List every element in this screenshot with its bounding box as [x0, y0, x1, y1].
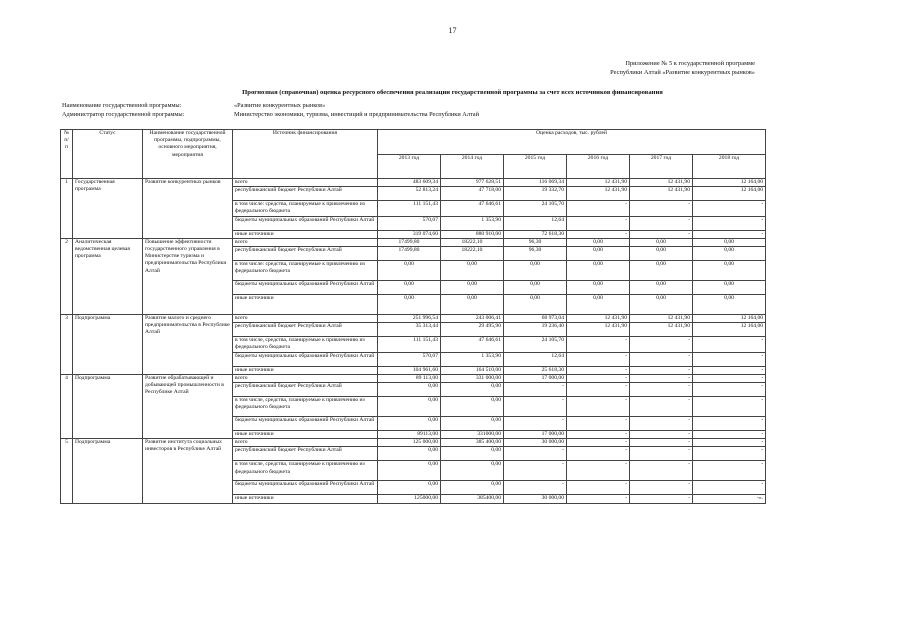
cell-value: 331000,00: [441, 431, 504, 439]
cell-value: 12 164,00: [693, 315, 766, 323]
cell-value: -: [693, 481, 766, 495]
cell-source: бюджеты муниципальных образований Республики Алтай: [233, 281, 378, 295]
cell-source: в том числе, средства, планируемые к привлечению из федерального бюджета: [233, 397, 378, 417]
cell-value: -: [567, 337, 630, 352]
cell-value: -: [693, 201, 766, 216]
cell-value: 24 105,70: [504, 337, 567, 352]
cell-value: 0,00: [441, 417, 504, 431]
cell-value: -: [693, 366, 766, 374]
program-name-label: Наименование государственной программы:: [62, 102, 182, 109]
cell-value: -: [630, 417, 693, 431]
cell-source: бюджеты муниципальных образований Республики Алтай: [233, 216, 378, 230]
cell-status: Подпрограмма: [73, 439, 143, 503]
cell-source: в том числе: средства, планируемые к привлечению из федерального бюджета: [233, 261, 378, 281]
cell-status: Подпрограмма: [73, 374, 143, 438]
cell-source: бюджеты муниципальных образований Республики Алтай: [233, 417, 378, 431]
cell-value: 0,00: [441, 383, 504, 397]
cell-value: -: [567, 447, 630, 461]
program-admin-value: Министерство экономики, туризма, инвестиций и предпринимательства Республики Алтай: [234, 111, 479, 118]
cell-value: 30 000,00: [504, 439, 567, 447]
cell-value: 89 113,00: [378, 374, 441, 382]
cell-value: -: [504, 461, 567, 481]
cell-value: 12 431,90: [567, 315, 630, 323]
cell-status: Аналитическая ведомственная целевая программа: [73, 238, 143, 314]
cell-source: республиканский бюджет Республики Алтай: [233, 187, 378, 201]
page-number: 17: [448, 26, 457, 35]
cell-source: всего: [233, 238, 378, 246]
cell-value: -: [504, 397, 567, 417]
table-row: [61, 315, 766, 323]
program-admin-line: [62, 111, 479, 118]
cell-value: 331 000,00: [441, 374, 504, 382]
cell-value: 12 164,00: [693, 323, 766, 337]
cell-value: 72 618,30: [504, 230, 567, 238]
cell-value: 104 961,60: [378, 366, 441, 374]
cell-value: -: [693, 397, 766, 417]
cell-value: 96,30: [504, 238, 567, 246]
cell-value: 125000,00: [378, 495, 441, 503]
cell-value: 12 431,90: [630, 315, 693, 323]
cell-value: 30 000,00: [504, 495, 567, 503]
cell-value: 0,00: [378, 417, 441, 431]
cell-value: 0,00: [378, 295, 441, 315]
cell-source: всего: [233, 179, 378, 187]
cell-value: 0,00: [378, 281, 441, 295]
cell-value: 89113,00: [378, 431, 441, 439]
cell-value: 47 718,00: [441, 187, 504, 201]
cell-value: -: [630, 447, 693, 461]
cell-value: 35 313,44: [378, 323, 441, 337]
cell-value: 12,64: [504, 352, 567, 366]
cell-value: 0,00: [441, 447, 504, 461]
cell-value: 0,00: [378, 383, 441, 397]
appendix-note: [610, 59, 755, 77]
cell-source: республиканский бюджет Республики Алтай: [233, 383, 378, 397]
cell-value: 0,00: [567, 247, 630, 261]
cell-value: -: [630, 481, 693, 495]
cell-value: -: [504, 447, 567, 461]
cell-value: 19 332,70: [504, 187, 567, 201]
cell-value: 12 431,90: [630, 323, 693, 337]
cell-value: 47 646,61: [441, 337, 504, 352]
cell-value: -: [630, 431, 693, 439]
cell-value: 0,00: [693, 247, 766, 261]
cell-value: -: [630, 461, 693, 481]
cell-value: -: [693, 352, 766, 366]
cell-value: 111 151,43: [378, 337, 441, 352]
header-year: 2013 год: [378, 154, 441, 179]
cell-value: 483 609,34: [378, 179, 441, 187]
cell-value: 12 431,90: [567, 323, 630, 337]
cell-source: иные источники: [233, 230, 378, 238]
cell-value: 385 400,00: [441, 439, 504, 447]
header-source: Источник финансирования: [233, 130, 378, 179]
cell-value: -: [567, 431, 630, 439]
cell-value: 0,00: [441, 295, 504, 315]
cell-value: 19 236,40: [504, 323, 567, 337]
budget-table: [60, 129, 766, 504]
cell-source: республиканский бюджет Республики Алтай: [233, 447, 378, 461]
cell-value: 17499,80: [378, 247, 441, 261]
cell-value: 17499,80: [378, 238, 441, 246]
cell-value: -: [693, 439, 766, 447]
cell-value: 0,00: [441, 261, 504, 281]
cell-value: -: [504, 417, 567, 431]
cell-source: иные источники: [233, 366, 378, 374]
cell-value: -: [567, 495, 630, 503]
cell-value: 0,00: [378, 461, 441, 481]
cell-value: -: [693, 383, 766, 397]
table-row: [61, 439, 766, 447]
cell-no: 5: [61, 439, 73, 503]
program-name-value: «Развитие конкурентных рынков»: [234, 102, 326, 109]
cell-name: Развитие конкурентных рынков: [143, 179, 233, 239]
cell-value: 12 164,00: [693, 179, 766, 187]
cell-value: 0,00: [441, 397, 504, 417]
cell-value: 18222,10: [441, 247, 504, 261]
cell-value: -: [693, 431, 766, 439]
cell-value: -: [567, 374, 630, 382]
cell-source: в том числе, средства, планируемые к привлечению из федерального бюджета: [233, 337, 378, 352]
cell-value: 0,00: [693, 238, 766, 246]
cell-status: Государственная программа: [73, 179, 143, 239]
cell-value: -: [630, 337, 693, 352]
cell-source: в том числе, средства, планируемые к привлечению из федерального бюджета: [233, 461, 378, 481]
cell-value: -: [693, 461, 766, 481]
cell-value: -: [630, 439, 693, 447]
cell-source: бюджеты муниципальных образований Республики Алтай: [233, 481, 378, 495]
cell-value: -: [630, 230, 693, 238]
cell-value: -: [693, 230, 766, 238]
cell-value: 0,00: [441, 481, 504, 495]
cell-source: республиканский бюджет Республики Алтай: [233, 323, 378, 337]
cell-name: Развитие малого и среднего предпринимательства в Республике Алтай: [143, 315, 233, 375]
cell-value: 0,00: [567, 281, 630, 295]
table-body: [61, 179, 766, 504]
header-no: № п/п: [61, 130, 73, 179]
cell-source: всего: [233, 439, 378, 447]
cell-value: 12 431,90: [567, 187, 630, 201]
cell-value: 12 164,00: [693, 187, 766, 201]
cell-value: 12 431,90: [567, 179, 630, 187]
program-name-line: [62, 102, 325, 109]
cell-value: -: [567, 461, 630, 481]
cell-source: иные источники: [233, 295, 378, 315]
header-name: Наименование государственной программы, подпрограммы, основного мероприятия, мероприятия: [143, 130, 233, 179]
cell-value: 125 000,00: [378, 439, 441, 447]
cell-source: в том числе: средства, планируемые к привлечению из федерального бюджета: [233, 201, 378, 216]
cell-value: 1 353,90: [441, 352, 504, 366]
table-row: [61, 179, 766, 187]
cell-value: -».: [693, 495, 766, 503]
cell-value: -: [630, 374, 693, 382]
cell-value: -: [693, 374, 766, 382]
cell-value: 0,00: [378, 447, 441, 461]
cell-value: -: [630, 216, 693, 230]
cell-value: -: [567, 397, 630, 417]
cell-value: 29 495,90: [441, 323, 504, 337]
cell-value: -: [567, 201, 630, 216]
table-row: [61, 238, 766, 246]
cell-value: 319 074,60: [378, 230, 441, 238]
appendix-line-2: Республики Алтай «Развитие конкурентных рынков»: [610, 69, 755, 76]
cell-value: -: [693, 447, 766, 461]
cell-value: 880 910,00: [441, 230, 504, 238]
cell-no: 4: [61, 374, 73, 438]
cell-value: -: [504, 383, 567, 397]
cell-value: 47 646,61: [441, 201, 504, 216]
cell-value: -: [567, 216, 630, 230]
cell-source: республиканский бюджет Республики Алтай: [233, 247, 378, 261]
cell-value: 570,07: [378, 352, 441, 366]
cell-value: -: [693, 417, 766, 431]
cell-value: 0,00: [378, 481, 441, 495]
table-row: [61, 374, 766, 382]
cell-value: 18222,10: [441, 238, 504, 246]
cell-value: 0,00: [567, 295, 630, 315]
header-estimate: Оценка расходов, тыс. рублей: [378, 130, 766, 155]
cell-value: -: [567, 366, 630, 374]
cell-value: -: [567, 383, 630, 397]
cell-value: -: [567, 352, 630, 366]
cell-value: -: [504, 481, 567, 495]
program-admin-label: Администратор государственной программы:: [62, 111, 185, 118]
cell-value: -: [630, 397, 693, 417]
cell-value: 0,00: [693, 261, 766, 281]
header-year: 2016 год: [567, 154, 630, 179]
cell-source: всего: [233, 315, 378, 323]
cell-value: 1 353,90: [441, 216, 504, 230]
header-year: 2017 год: [630, 154, 693, 179]
cell-value: 0,00: [378, 397, 441, 417]
cell-value: -: [693, 216, 766, 230]
cell-value: 0,00: [441, 281, 504, 295]
cell-value: -: [567, 230, 630, 238]
cell-source: иные источники: [233, 495, 378, 503]
cell-value: 0,00: [567, 238, 630, 246]
cell-value: -: [630, 352, 693, 366]
cell-value: 12 431,90: [630, 187, 693, 201]
cell-value: 0,00: [504, 295, 567, 315]
cell-value: 0,00: [441, 461, 504, 481]
cell-value: 52 813,24: [378, 187, 441, 201]
header-year: 2015 год: [504, 154, 567, 179]
cell-status: Подпрограмма: [73, 315, 143, 375]
header-status: Статус: [73, 130, 143, 179]
cell-value: 977 628,51: [441, 179, 504, 187]
cell-value: 68 973,04: [504, 315, 567, 323]
cell-value: 12,64: [504, 216, 567, 230]
cell-value: 0,00: [693, 295, 766, 315]
cell-no: 2: [61, 238, 73, 314]
document-title: Прогнозная (справочная) оценка ресурсного обеспечения реализации государственной программы за счет всех источников финансирования: [242, 89, 663, 96]
cell-value: 25 618,30: [504, 366, 567, 374]
cell-value: 251 996,54: [378, 315, 441, 323]
cell-value: -: [630, 366, 693, 374]
cell-value: 111 151,43: [378, 201, 441, 216]
cell-source: бюджеты муниципальных образований Республики Алтай: [233, 352, 378, 366]
cell-value: 96,30: [504, 247, 567, 261]
cell-value: -: [630, 495, 693, 503]
cell-name: Повышение эффективности государственного управления в Министерстве туризма и предпринимательства Республики Алтай: [143, 238, 233, 314]
cell-value: -: [567, 481, 630, 495]
cell-value: 0,00: [378, 261, 441, 281]
cell-value: 0,00: [504, 261, 567, 281]
header-year: 2014 год: [441, 154, 504, 179]
cell-name: Развитие института социальных инвесторов в Республике Алтай: [143, 439, 233, 503]
cell-value: 12 431,90: [630, 179, 693, 187]
cell-value: 0,00: [630, 247, 693, 261]
cell-value: 0,00: [630, 261, 693, 281]
cell-source: всего: [233, 374, 378, 382]
cell-value: 0,00: [630, 295, 693, 315]
cell-value: 570,07: [378, 216, 441, 230]
cell-no: 1: [61, 179, 73, 239]
cell-value: 24 105,70: [504, 201, 567, 216]
cell-value: -: [630, 201, 693, 216]
cell-value: -: [567, 417, 630, 431]
table-header: [61, 130, 766, 179]
cell-value: 164 510,00: [441, 366, 504, 374]
cell-value: -: [567, 439, 630, 447]
cell-value: 0,00: [630, 281, 693, 295]
cell-value: -: [693, 337, 766, 352]
cell-value: 116 069,34: [504, 179, 567, 187]
cell-value: -: [630, 383, 693, 397]
cell-value: 243 006,41: [441, 315, 504, 323]
cell-name: Развитие обрабатывающей и добывающей промышленности в Республике Алтай: [143, 374, 233, 438]
cell-no: 3: [61, 315, 73, 375]
appendix-line-1: Приложение № 5 к государственной программе: [625, 60, 755, 67]
cell-value: 0,00: [693, 281, 766, 295]
header-year: 2018 год: [693, 154, 766, 179]
cell-value: 0,00: [567, 261, 630, 281]
cell-value: 17 000,00: [504, 374, 567, 382]
cell-value: 0,00: [630, 238, 693, 246]
cell-value: 17 000,00: [504, 431, 567, 439]
cell-value: 385400,00: [441, 495, 504, 503]
cell-source: иные источники: [233, 431, 378, 439]
cell-value: 0,00: [504, 281, 567, 295]
